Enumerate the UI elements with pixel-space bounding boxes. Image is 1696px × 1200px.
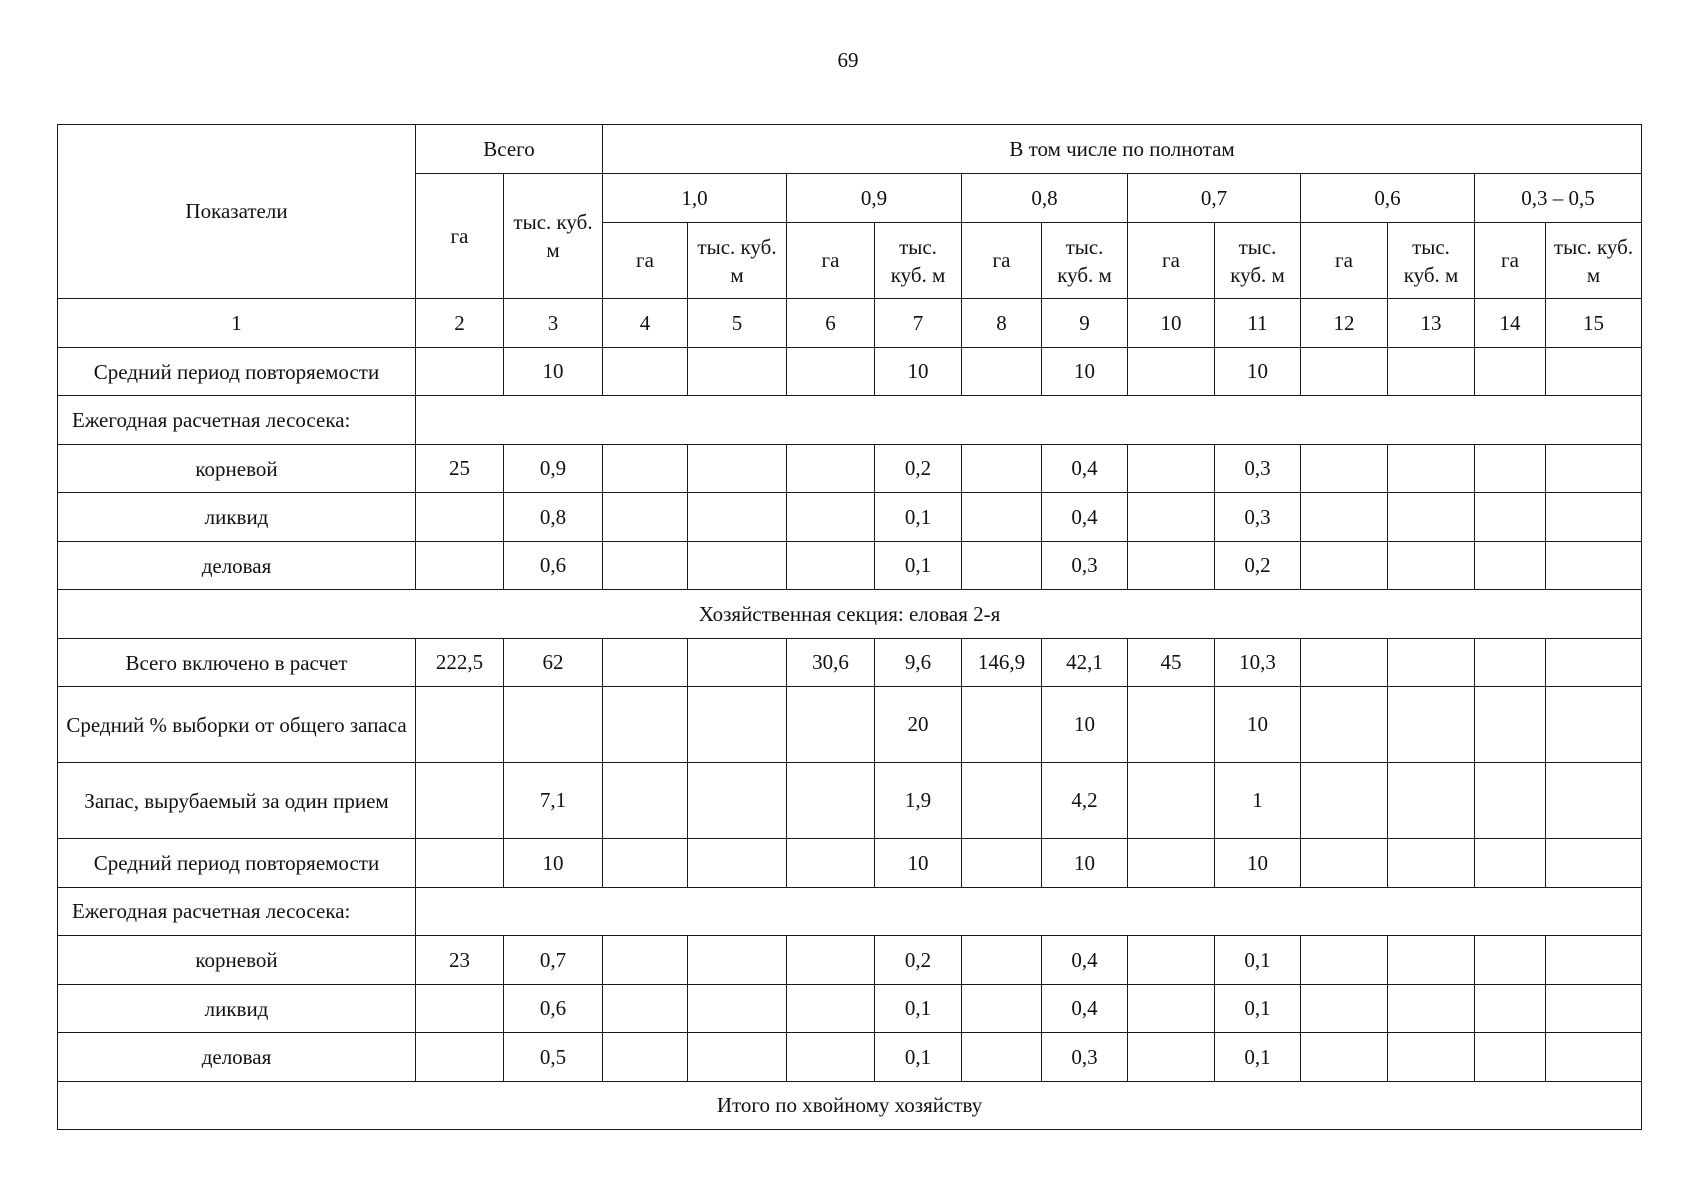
table-cell: 0,3 [1042, 1033, 1128, 1082]
table-cell [504, 687, 603, 763]
table-cell [603, 542, 688, 590]
section-title: Итого по хвойному хозяйству [58, 1082, 1642, 1130]
column-number: 8 [962, 299, 1042, 348]
table-cell: 25 [416, 445, 504, 493]
header-unit-volume: тыс. куб. м [1546, 223, 1642, 299]
table-cell [1128, 687, 1215, 763]
row-label: Запас, вырубаемый за один прием [58, 763, 416, 839]
table-cell [1301, 936, 1388, 985]
row-label: Средний период повторяемости [58, 348, 416, 396]
table-cell [1301, 348, 1388, 396]
empty-cell [416, 396, 1642, 445]
header-density-0-7: 0,7 [1128, 174, 1301, 223]
column-number: 6 [787, 299, 875, 348]
table-cell: 0,4 [1042, 985, 1128, 1033]
table-cell: 23 [416, 936, 504, 985]
header-unit-volume: тыс. куб. м [1042, 223, 1128, 299]
row-label: Средний период повторяемости [58, 839, 416, 888]
table-cell [1128, 493, 1215, 542]
column-number: 9 [1042, 299, 1128, 348]
table-cell: 0,1 [1215, 985, 1301, 1033]
header-density-0-8: 0,8 [962, 174, 1128, 223]
table-cell [603, 687, 688, 763]
table-cell [1546, 985, 1642, 1033]
column-number: 14 [1475, 299, 1546, 348]
table-row [58, 348, 1642, 396]
table-cell [1475, 445, 1546, 493]
column-number: 5 [688, 299, 787, 348]
table-cell [1301, 763, 1388, 839]
table-cell: 7,1 [504, 763, 603, 839]
table-cell: 0,3 [1215, 445, 1301, 493]
header-unit-volume: тыс. куб. м [875, 223, 962, 299]
table-cell [688, 445, 787, 493]
table-cell [1546, 839, 1642, 888]
table-cell [962, 542, 1042, 590]
table-cell [1475, 542, 1546, 590]
table-cell [1128, 985, 1215, 1033]
table-cell [1388, 1033, 1475, 1082]
table-cell [1388, 936, 1475, 985]
table-cell: 10 [1042, 348, 1128, 396]
table-cell: 10 [1042, 687, 1128, 763]
table-cell [416, 763, 504, 839]
table-cell: 10,3 [1215, 639, 1301, 687]
table-row [58, 639, 1642, 687]
table-cell [1475, 763, 1546, 839]
table-cell: 20 [875, 687, 962, 763]
header-unit-volume: тыс. куб. м [1388, 223, 1475, 299]
table-cell [1546, 687, 1642, 763]
table-cell: 10 [875, 839, 962, 888]
table-cell: 10 [504, 348, 603, 396]
table-cell [1546, 493, 1642, 542]
column-number: 10 [1128, 299, 1215, 348]
table-cell [1128, 839, 1215, 888]
table-cell: 10 [1215, 687, 1301, 763]
table-cell: 0,2 [1215, 542, 1301, 590]
table-cell [1546, 542, 1642, 590]
header-unit-volume: тыс. куб. м [688, 223, 787, 299]
table-row [58, 763, 1642, 839]
table-cell: 1 [1215, 763, 1301, 839]
table-cell [688, 763, 787, 839]
table-row [58, 687, 1642, 763]
table-cell [603, 348, 688, 396]
table-cell [603, 763, 688, 839]
table-cell [962, 763, 1042, 839]
table-cell [603, 639, 688, 687]
table-cell [1128, 936, 1215, 985]
table-cell [688, 1033, 787, 1082]
table-cell [787, 493, 875, 542]
table-cell [688, 985, 787, 1033]
table-cell: 0,2 [875, 936, 962, 985]
row-label: деловая [58, 542, 416, 590]
table-cell [1388, 687, 1475, 763]
table-cell: 42,1 [1042, 639, 1128, 687]
table-cell: 0,1 [875, 493, 962, 542]
table-cell [603, 985, 688, 1033]
table-cell [1388, 542, 1475, 590]
table-cell [416, 839, 504, 888]
table-cell: 0,1 [1215, 936, 1301, 985]
table-cell: 9,6 [875, 639, 962, 687]
table-cell: 0,1 [875, 1033, 962, 1082]
table-row [58, 839, 1642, 888]
table-cell [1475, 985, 1546, 1033]
table-cell [688, 493, 787, 542]
table-cell [1475, 839, 1546, 888]
table-cell [1388, 493, 1475, 542]
table-cell [787, 839, 875, 888]
table-cell [603, 839, 688, 888]
table-cell [603, 445, 688, 493]
header-unit-ha: га [1301, 223, 1388, 299]
table-cell [1546, 348, 1642, 396]
table-cell [1475, 493, 1546, 542]
table-cell [603, 1033, 688, 1082]
table-row [58, 396, 1642, 445]
table-cell: 0,5 [504, 1033, 603, 1082]
table-cell [962, 493, 1042, 542]
table-cell [1475, 348, 1546, 396]
column-number: 7 [875, 299, 962, 348]
table-cell [688, 639, 787, 687]
header-unit-ha: га [962, 223, 1042, 299]
table-cell: 146,9 [962, 639, 1042, 687]
table-cell: 0,9 [504, 445, 603, 493]
table-cell [416, 1033, 504, 1082]
table-cell [1128, 445, 1215, 493]
table-cell [1546, 445, 1642, 493]
row-label: Средний % выборки от общего запаса [58, 687, 416, 763]
table-row [58, 985, 1642, 1033]
table-cell: 30,6 [787, 639, 875, 687]
header-density-1-0: 1,0 [603, 174, 787, 223]
page-number: 69 [837, 48, 859, 72]
table-cell: 0,1 [875, 985, 962, 1033]
table-cell: 0,4 [1042, 936, 1128, 985]
table-cell [416, 493, 504, 542]
felling-table [57, 124, 1642, 1130]
column-number: 1 [58, 299, 416, 348]
table-cell: 0,4 [1042, 445, 1128, 493]
table-cell [1475, 639, 1546, 687]
section-title: Хозяйственная секция: еловая 2-я [58, 590, 1642, 639]
row-label: деловая [58, 1033, 416, 1082]
table-cell: 10 [875, 348, 962, 396]
table-cell: 0,1 [1215, 1033, 1301, 1082]
table-cell: 10 [1215, 839, 1301, 888]
table-cell [1546, 639, 1642, 687]
table-cell [1388, 445, 1475, 493]
table-cell [962, 445, 1042, 493]
table-cell [1301, 687, 1388, 763]
table-cell [1388, 639, 1475, 687]
table-cell [1546, 763, 1642, 839]
table-cell: 1,9 [875, 763, 962, 839]
row-subheading: Ежегодная расчетная лесосека: [58, 396, 416, 445]
table-cell [962, 687, 1042, 763]
table-cell [688, 348, 787, 396]
table-cell [962, 936, 1042, 985]
column-number: 2 [416, 299, 504, 348]
table-body [58, 348, 1642, 1130]
table-cell: 0,6 [504, 985, 603, 1033]
table-cell [416, 348, 504, 396]
table-cell [787, 1033, 875, 1082]
table-cell [688, 839, 787, 888]
header-total-ha: га [416, 174, 504, 299]
row-label: корневой [58, 936, 416, 985]
table-cell: 0,8 [504, 493, 603, 542]
table-cell: 0,2 [875, 445, 962, 493]
table-cell [787, 348, 875, 396]
table-cell [1475, 687, 1546, 763]
table-cell [1388, 839, 1475, 888]
row-label: Всего включено в расчет [58, 639, 416, 687]
table-cell: 10 [1042, 839, 1128, 888]
section-row [58, 590, 1642, 639]
table-cell [1301, 639, 1388, 687]
table-cell [688, 936, 787, 985]
table-cell [787, 763, 875, 839]
column-number: 11 [1215, 299, 1301, 348]
table-cell [962, 985, 1042, 1033]
table-cell [688, 687, 787, 763]
row-label: ликвид [58, 493, 416, 542]
column-number: 4 [603, 299, 688, 348]
table-cell [1301, 493, 1388, 542]
header-by-density: В том числе по полнотам [603, 125, 1642, 174]
table-cell: 4,2 [1042, 763, 1128, 839]
table-row [58, 1033, 1642, 1082]
header-unit-ha: га [1128, 223, 1215, 299]
table-cell: 0,6 [504, 542, 603, 590]
table-cell [1301, 445, 1388, 493]
table-cell [1388, 985, 1475, 1033]
empty-cell [416, 888, 1642, 936]
table-cell [1128, 763, 1215, 839]
table-cell [416, 542, 504, 590]
table-cell [1301, 1033, 1388, 1082]
header-indicators: Показатели [58, 125, 416, 299]
table-cell: 45 [1128, 639, 1215, 687]
table-cell [1475, 936, 1546, 985]
column-number: 12 [1301, 299, 1388, 348]
table-cell [416, 687, 504, 763]
table-cell: 10 [1215, 348, 1301, 396]
header-density-0-3-0-5: 0,3 – 0,5 [1475, 174, 1642, 223]
row-label: ликвид [58, 985, 416, 1033]
table-cell [787, 542, 875, 590]
table-cell [603, 493, 688, 542]
table-cell: 0,3 [1215, 493, 1301, 542]
table-cell [787, 936, 875, 985]
table-cell [1388, 348, 1475, 396]
table-cell [1128, 1033, 1215, 1082]
table-cell: 0,1 [875, 542, 962, 590]
table-cell [787, 985, 875, 1033]
column-number: 3 [504, 299, 603, 348]
table-cell: 10 [504, 839, 603, 888]
table-cell [1388, 763, 1475, 839]
table-cell: 222,5 [416, 639, 504, 687]
header-unit-ha: га [1475, 223, 1546, 299]
table-cell [1128, 348, 1215, 396]
table-cell [962, 348, 1042, 396]
row-label: корневой [58, 445, 416, 493]
header-total: Всего [416, 125, 603, 174]
table-cell [1301, 542, 1388, 590]
table-row [58, 936, 1642, 985]
table-cell [1546, 1033, 1642, 1082]
table-cell [787, 687, 875, 763]
table-cell [1546, 936, 1642, 985]
table-cell [416, 985, 504, 1033]
table-cell [962, 1033, 1042, 1082]
table-cell [1475, 1033, 1546, 1082]
header-density-0-9: 0,9 [787, 174, 962, 223]
table-cell: 0,4 [1042, 493, 1128, 542]
table-cell [1128, 542, 1215, 590]
table-cell [1301, 839, 1388, 888]
table-row [58, 888, 1642, 936]
table-cell: 0,7 [504, 936, 603, 985]
header-unit-ha: га [603, 223, 688, 299]
table-row [58, 445, 1642, 493]
row-subheading: Ежегодная расчетная лесосека: [58, 888, 416, 936]
table-cell [603, 936, 688, 985]
table-row [58, 542, 1642, 590]
section-row [58, 1082, 1642, 1130]
header-density-0-6: 0,6 [1301, 174, 1475, 223]
header-unit-volume: тыс. куб. м [1215, 223, 1301, 299]
table-cell [1301, 985, 1388, 1033]
table-cell [688, 542, 787, 590]
table-cell: 62 [504, 639, 603, 687]
header-total-volume: тыс. куб. м [504, 174, 603, 299]
column-number: 15 [1546, 299, 1642, 348]
table-cell: 0,3 [1042, 542, 1128, 590]
table-cell [962, 839, 1042, 888]
table-cell [787, 445, 875, 493]
table-row [58, 493, 1642, 542]
column-number: 13 [1388, 299, 1475, 348]
header-unit-ha: га [787, 223, 875, 299]
